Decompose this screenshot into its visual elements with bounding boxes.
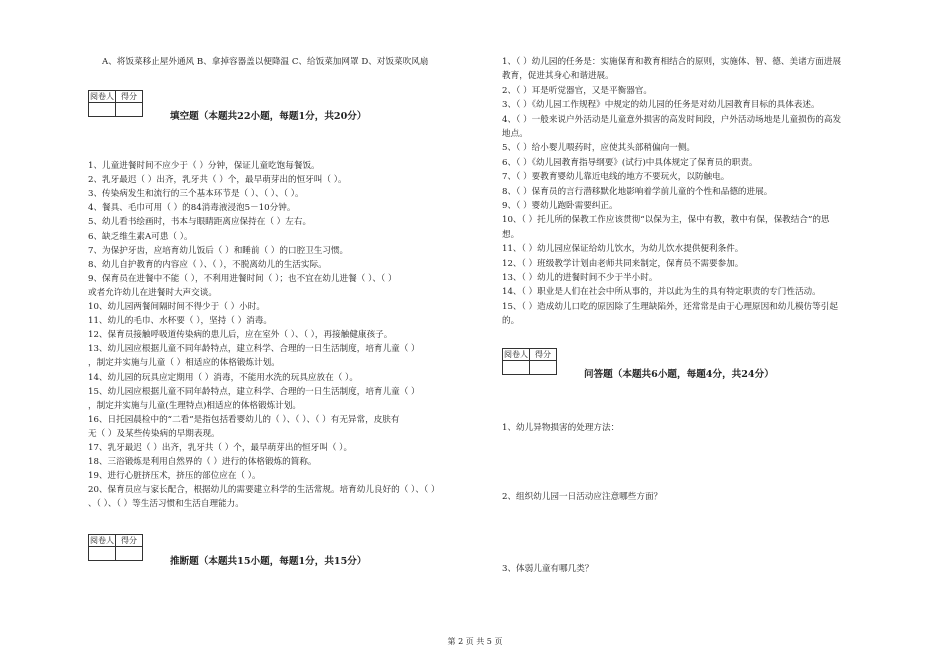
reviewer-label: 阅卷人 xyxy=(90,536,114,545)
judge-question-line: 13、（ ）幼儿的进餐时间不少于半小时。 xyxy=(502,273,658,283)
judge-question-line: 地点。 xyxy=(502,129,528,139)
fill-question-line: 2、乳牙最迟（ ）出齐，乳牙共（ ）个，最早萌芽出的恒牙叫（ ）。 xyxy=(88,175,347,186)
judge-question-line: 5、（ ）给小婴儿喂药时，应使其头部稍偏向一侧。 xyxy=(502,143,695,154)
judge-question-line: 的。 xyxy=(502,316,520,327)
reviewer-label: 阅卷人 xyxy=(504,350,528,359)
judge-question-line: 6、（ ）《幼儿园教育指导纲要》(试行)中具体规定了保育员的职责。 xyxy=(502,157,758,168)
judge-question-line: 8、（ ）保育员的言行潜移默化地影响着学前儿童的个性和品德的进展。 xyxy=(502,186,773,197)
fill-question-line: 16、日托园晨检中的“二看”是指包括看婴幼儿的（ ）、（ ）、（ ）有无异常，皮肤有 xyxy=(88,414,400,425)
qa-question-2: 2、组织幼儿园一日活动应注意哪些方面？ xyxy=(502,492,663,502)
judge-question-line: 14、（ ）职业是人们在社会中所从事的，并以此为生的具有特定职责的专门性活动。 xyxy=(502,287,821,298)
judge-question-line: 15、（ ）造成幼儿口吃的原因除了生理缺陷外，还常常是由于心理原因和幼儿模仿等引起 xyxy=(502,301,838,312)
judge-question-line: 2、（ ）耳是听觉器官，又是平衡器官。 xyxy=(502,85,652,96)
score-label: 得分 xyxy=(530,349,557,361)
fill-question-line: 13、幼儿园应根据儿童不同年龄特点，建立科学、合理的一日生活制度，培育儿童（ ） xyxy=(88,344,420,355)
judge-question-line: 想。 xyxy=(502,229,520,240)
reviewer-label: 阅卷人 xyxy=(90,92,114,101)
qa-question-3: 3、体弱儿童有哪几类？ xyxy=(502,564,594,574)
score-box-fill xyxy=(88,90,143,117)
fill-question-line: 1、儿童进餐时间不应少于（ ）分钟，保证儿童吃饱每餐饭。 xyxy=(88,161,320,171)
page-footer: 第 2 页 共 5 页 xyxy=(447,637,503,646)
judge-question-line: 教育，促进其身心和谐进展。 xyxy=(502,71,614,82)
reviewer-cell xyxy=(89,547,116,561)
fill-question-line: 4、餐具、毛巾可用（ ）的84消毒液浸泡5－10分钟。 xyxy=(88,203,296,214)
score-label: 得分 xyxy=(116,535,143,547)
score-box-judge xyxy=(88,534,143,561)
mc-options: A、将饭菜移止屋外通风 B、拿掉容器盖以便降温 C、给饭菜加网罩 D、对饭菜吹风扇 xyxy=(102,57,429,67)
score-box-qa xyxy=(502,348,557,375)
fill-question-line: 9、保育员在进餐中不能（ ），不利用进餐时间（ ）；也不宜在幼儿进餐（ ）、（ ） xyxy=(88,273,397,284)
fill-question-line: 10、幼儿园两餐间隔时间不得少于（ ）小时。 xyxy=(88,302,265,312)
fill-question-line: 或者允许幼儿在进餐时大声交谈。 xyxy=(88,287,217,298)
fill-question-line: 17、乳牙最迟（ ）出齐，乳牙共（ ）个，最早萌芽出的恒牙叫（ ）。 xyxy=(88,443,353,453)
fill-question-line: 5、幼儿看书绘画时，书本与眼睛距离应保持在（ ）左右。 xyxy=(88,217,312,228)
fill-question-line: 3、传染病发生和流行的三个基本环节是（ ）、（ ）、（ ）。 xyxy=(88,189,304,200)
fill-question-line: ，制定并实施与儿童(生理特点)相适应的体格锻炼计划。 xyxy=(88,400,301,411)
fill-question-line: 11、幼儿的毛巾、水杯要（ ），坚持（ ）消毒。 xyxy=(88,316,272,327)
fill-question-line: ，制定并实施与儿童（ ）相适应的体格锻炼计划。 xyxy=(88,358,280,369)
judge-question-line: 11、（ ）幼儿园应保证给幼儿饮水，为幼儿饮水提供便利条件。 xyxy=(502,244,744,255)
fill-question-line: 7、为保护牙齿，应培育幼儿饭后（ ）和睡前（ ）的口腔卫生习惯。 xyxy=(88,245,349,256)
fill-question-line: 14、幼儿园的玩具应定期用（ ）消毒，不能用水洗的玩具应放在（ ）。 xyxy=(88,372,358,383)
score-label: 得分 xyxy=(116,91,143,103)
score-cell xyxy=(116,103,143,117)
fill-question-line: 无（ ）及某些传染病的早期表现。 xyxy=(88,428,220,439)
fill-question-line: 8、幼儿自护教育的内容应（ ）、（ ），不脱离幼儿的生活实际。 xyxy=(88,259,327,270)
fill-question-line: 12、保育员接触呼吸道传染病的患儿后，应在室外（ ）、（ ），再接触健康孩子。 xyxy=(88,330,393,341)
reviewer-cell xyxy=(89,103,116,117)
judge-question-line: 7、（ ）要教育婴幼儿靠近电线的地方不要玩火，以防触电。 xyxy=(502,172,730,183)
judge-question-line: 3、（ ）《幼儿园工作规程》中规定的幼儿园的任务是对幼儿园教育目标的具体表述。 xyxy=(502,100,820,111)
fill-question-line: 、（ ）、（ ）等生活习惯和生活自理能力。 xyxy=(88,499,244,510)
fill-question-line: 18、三浴锻炼是利用自然界的（ ）进行的体格锻炼的简称。 xyxy=(88,457,317,468)
judge-question-line: 12、（ ）班级教学计划由老师共同来制定，保育员不需要参加。 xyxy=(502,258,744,269)
judge-question-line: 4、（ ）一般来说户外活动是儿童意外损害的高发时间段，户外活动场地是儿童损伤的高发 xyxy=(502,114,842,125)
qa-question-1: 1、幼儿异物损害的处理方法： xyxy=(502,423,620,433)
fill-section-title: 填空题（本题共22小题，每题1分，共20分） xyxy=(170,111,367,122)
fill-question-line: 6、缺乏维生素A可患（ ）。 xyxy=(88,231,193,242)
judge-question-line: 9、（ ）婴幼儿跑卧需要纠正。 xyxy=(502,201,618,211)
score-cell xyxy=(530,361,557,375)
judge-section-title: 推断题（本题共15小题，每题1分，共15分） xyxy=(170,556,367,567)
fill-question-line: 15、幼儿园应根据儿童不同年龄特点，建立科学、合理的一日生活制度，培育儿童（ ） xyxy=(88,386,420,397)
judge-question-line: 10、（ ）托儿所的保教工作应该贯彻“以保为主，保中有教，教中有保，保教结合”的思 xyxy=(502,215,830,226)
qa-section-title: 问答题（本题共6小题，每题4分，共24分） xyxy=(584,369,774,380)
fill-question-line: 20、保育员应与家长配合，根据幼儿的需要建立科学的生活常规。培育幼儿良好的（ ）、（ ） xyxy=(88,485,440,496)
judge-question-line: 1、（ ）幼儿园的任务是：实施保育和教育相结合的原则，实施体、智、德、美诸方面进展 xyxy=(502,57,842,67)
score-cell xyxy=(116,547,143,561)
reviewer-cell xyxy=(503,361,530,375)
fill-question-line: 19、进行心脏挤压术，挤压的部位应在（ ）。 xyxy=(88,471,261,482)
